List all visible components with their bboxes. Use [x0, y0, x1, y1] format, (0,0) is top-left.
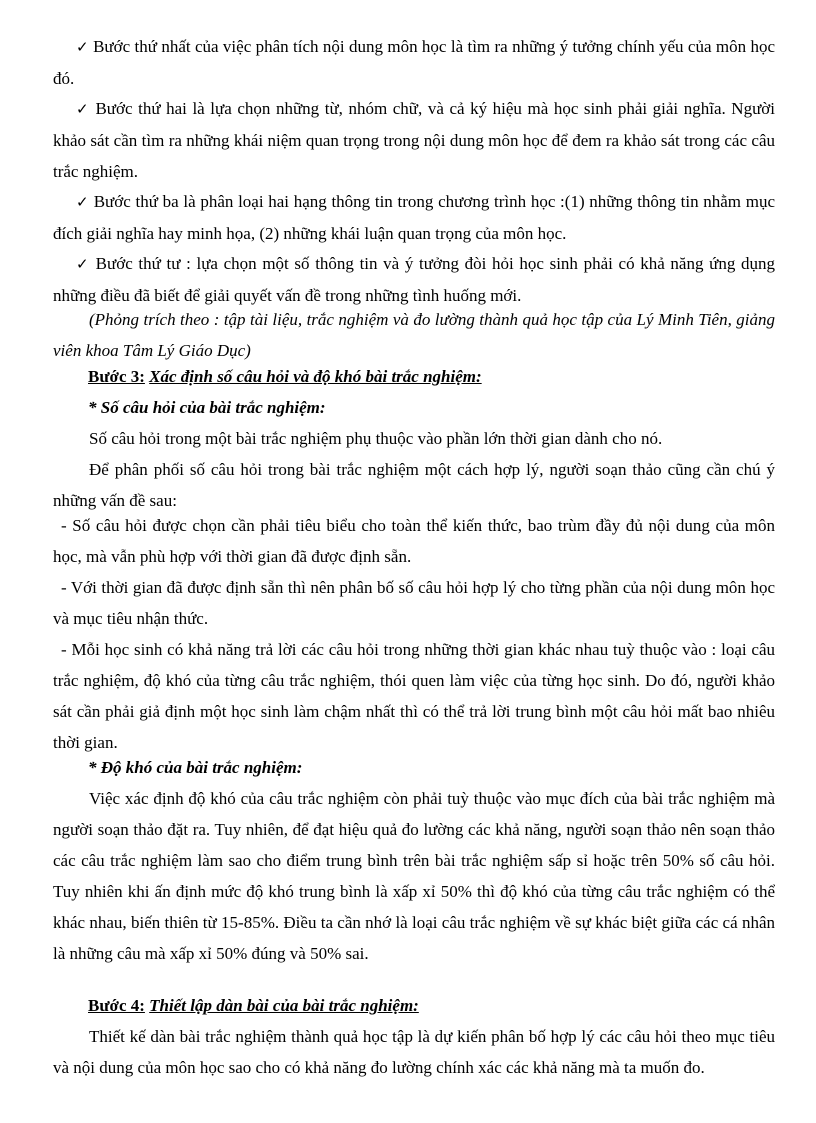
check-icon: ✓	[76, 38, 89, 56]
step-list-text: Bước thứ ba là phân loại hai hạng thông tin trong chương trình học :(1) những thông tin nhằm mục đích giải nghĩa hay minh họa, (2) những khái luận quan trọng của môn học.	[53, 192, 775, 243]
step-list-item-4	[53, 248, 775, 311]
step3-bullet-1: - Số câu hỏi được chọn cần phải tiêu biểu cho toàn thể kiến thức, bao trùm đầy đủ nội dung của môn học, mà vẫn phù hợp với thời gian đã được định sẵn.	[53, 516, 775, 566]
step4-title: Thiết lập dàn bài của bài trắc nghiệm:	[149, 996, 419, 1015]
check-icon: ✓	[76, 255, 90, 273]
step-list-text: Bước thứ tư : lựa chọn một số thông tin và ý tưởng đòi hỏi học sinh phải có khả năng ứng dụng những điều đã biết để giải quyết vấn đề trong những tình huống mới.	[53, 254, 776, 305]
check-icon: ✓	[76, 100, 90, 118]
step-list-text: Bước thứ nhất của việc phân tích nội dung môn học là tìm ra những ý tưởng chính yếu của môn học đó.	[53, 37, 775, 88]
check-icon: ✓	[76, 193, 90, 211]
step-list-item-2	[53, 93, 775, 187]
step3-paragraph-1: Số câu hỏi trong một bài trắc nghiệm phụ thuộc vào phần lớn thời gian dành cho nó.	[89, 429, 663, 448]
step3-paragraph-3: Việc xác định độ khó của câu trắc nghiệm còn phải tuỳ thuộc vào mục đích của bài trắc nghiệm mà người soạn thảo đặt ra. Tuy nhiên, để đạt hiệu quả đo lường các khả năng, người soạn thảo nên soạn thảo các câu trắc nghiệm làm sao cho điểm trung bình trên bài trắc nghiệm sấp sỉ hoặc trên 50% số câu hỏi. Tuy nhiên khi ấn định mức độ khó trung bình là xấp xỉ 50% thì độ khó của từng câu trắc nghiệm có thể khác nhau, biến thiên từ 15-85%. Điều ta cần nhớ là loại câu trắc nghiệm về sự khác biệt giữa các cá nhân là những câu mà xấp xỉ 50% đúng và 50% sai.	[53, 789, 775, 963]
step4-paragraph-1: Thiết kế dàn bài trắc nghiệm thành quả học tập là dự kiến phân bố hợp lý các câu hỏi theo mục tiêu và nội dung của môn học sao cho có khả năng đo lường chính xác các khả năng mà ta muốn đo.	[53, 1027, 775, 1077]
step-list-text: Bước thứ hai là lựa chọn những từ, nhóm chữ, và cả ký hiệu mà học sinh phải giải nghĩa. Người khảo sát cần tìm ra những khái niệm quan trọng trong nội dung môn học để đem ra khảo sát trong các câu trắc nghiệm.	[53, 99, 776, 181]
step3-label: Bước 3:	[88, 367, 145, 386]
step-list-item-1	[53, 31, 775, 94]
step3-subheading-question-count: * Số câu hỏi của bài trắc nghiệm:	[88, 398, 326, 417]
step3-bullet-3: - Mỗi học sinh có khả năng trả lời các câu hỏi trong những thời gian khác nhau tuỳ thuộc vào : loại câu trắc nghiệm, độ khó của từng câu trắc nghiệm, thói quen làm việc của từng học sinh. Do đó, người khảo sát cần phải giả định một học sinh làm chậm nhất thì có thể trả lời trung bình một câu hỏi mất bao nhiêu thời gian.	[53, 640, 775, 752]
step4-heading	[53, 990, 775, 1021]
step3-bullet-2: - Với thời gian đã được định sẵn thì nên phân bố số câu hỏi hợp lý cho từng phần của nội dung môn học và mục tiêu nhận thức.	[53, 578, 775, 628]
step4-label: Bước 4:	[88, 996, 145, 1015]
step-list-item-3	[53, 186, 775, 249]
citation: (Phỏng trích theo : tập tài liệu, trắc nghiệm và đo lường thành quả học tập của Lý Minh Tiên, giảng viên khoa Tâm Lý Giáo Dục)	[53, 310, 775, 360]
step3-subheading-difficulty: * Độ khó của bài trắc nghiệm:	[88, 758, 303, 777]
step3-title: Xác định số câu hỏi và độ khó bài trắc nghiệm:	[149, 367, 482, 386]
step3-paragraph-2: Để phân phối số câu hỏi trong bài trắc nghiệm một cách hợp lý, người soạn thảo cũng cần chú ý những vấn đề sau:	[53, 460, 775, 510]
step3-heading	[53, 361, 775, 392]
